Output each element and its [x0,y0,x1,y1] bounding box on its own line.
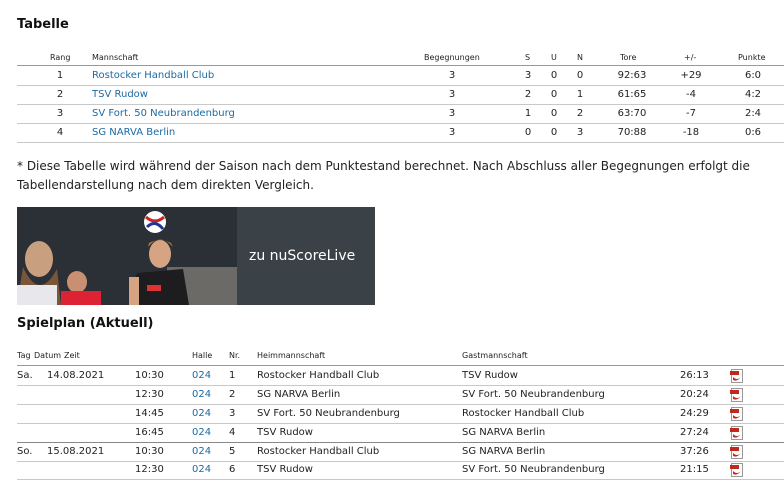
row-divider [17,142,784,143]
time: 12:30 [135,464,164,475]
pdf-report-icon[interactable] [730,388,744,402]
col-games: Begegnungen [424,53,480,62]
draws: 0 [550,127,558,138]
day: Sa. [17,370,33,381]
hall-link[interactable]: 024 [192,408,212,419]
rank: 2 [56,89,64,100]
table-note: * Diese Tabelle wird während der Saison nach dem Punktestand berechnet. Nach Abschluss aller Begegnungen erfolgt die Tabellendarstellung nach dem direkten Vergleich. [17,159,750,192]
result: 26:13 [680,370,709,381]
header-divider [17,365,784,366]
team-link[interactable]: SV Fort. 50 Neubrandenburg [92,108,235,119]
col-day: Tag [17,351,31,360]
wins: 2 [524,89,532,100]
result: 37:26 [680,446,709,457]
result: 24:29 [680,408,709,419]
games: 3 [448,89,456,100]
time: 10:30 [135,446,164,457]
row-divider [17,123,784,124]
col-team: Mannschaft [92,53,139,62]
home-team: Rostocker Handball Club [257,446,380,457]
draws: 0 [550,89,558,100]
team-link[interactable]: Rostocker Handball Club [92,70,215,81]
col-nr: Nr. [229,351,241,360]
games: 3 [448,127,456,138]
row-divider [17,423,784,424]
result: 27:24 [680,427,709,438]
team-link[interactable]: SG NARVA Berlin [92,127,176,138]
time: 12:30 [135,389,164,400]
diff: +29 [680,70,702,81]
losses: 1 [576,89,584,100]
game-number: 2 [229,389,236,400]
nuscorelive-banner[interactable] [17,207,375,305]
game-number: 3 [229,408,236,419]
col-home: Heimmannschaft [257,351,326,360]
handball-players-image [17,207,237,305]
losses: 0 [576,70,584,81]
pdf-report-icon[interactable] [730,445,744,459]
guest-team: SV Fort. 50 Neubrandenburg [462,464,605,475]
home-team: SG NARVA Berlin [257,389,341,400]
handball-photo [17,207,237,305]
row-divider [17,104,784,105]
col-u: U [551,53,557,62]
diff: -4 [686,89,696,100]
result: 20:24 [680,389,709,400]
row-divider [17,85,784,86]
points: 4:2 [744,89,762,100]
goals: 63:70 [617,108,647,119]
day-divider [17,442,784,443]
header-divider [17,65,784,66]
col-points: Punkte [738,53,766,62]
home-team: Rostocker Handball Club [257,370,380,381]
row-divider [17,385,784,386]
rank: 1 [56,70,64,81]
rank: 3 [56,108,64,119]
game-number: 4 [229,427,236,438]
draws: 0 [550,70,558,81]
home-team: SV Fort. 50 Neubrandenburg [257,408,400,419]
home-team: TSV Rudow [257,464,313,475]
date: 14.08.2021 [47,370,105,381]
rank: 4 [56,127,64,138]
col-rang: Rang [50,53,71,62]
guest-team: SV Fort. 50 Neubrandenburg [462,389,605,400]
day: So. [17,446,33,457]
hall-link[interactable]: 024 [192,370,212,381]
games: 3 [448,70,456,81]
points: 0:6 [744,127,762,138]
col-goals: Tore [620,53,637,62]
col-diff: +/- [684,53,697,62]
diff: -7 [686,108,696,119]
schedule-title: Spielplan (Aktuell) [17,316,154,331]
pdf-report-icon[interactable] [730,463,744,477]
time: 14:45 [135,408,164,419]
col-hall: Halle [192,351,213,360]
pdf-report-icon[interactable] [730,407,744,421]
banner-label: zu nuScoreLive [249,248,356,264]
col-time: Zeit [64,351,80,360]
goals: 70:88 [617,127,647,138]
hall-link[interactable]: 024 [192,427,212,438]
goals: 61:65 [617,89,647,100]
wins: 0 [524,127,532,138]
home-team: TSV Rudow [257,427,313,438]
game-number: 1 [229,370,236,381]
guest-team: SG NARVA Berlin [462,446,546,457]
hall-link[interactable]: 024 [192,464,212,475]
goals: 92:63 [617,70,647,81]
wins: 3 [524,70,532,81]
game-number: 6 [229,464,236,475]
hall-link[interactable]: 024 [192,446,212,457]
guest-team: TSV Rudow [462,370,518,381]
table-title: Tabelle [17,17,69,32]
losses: 3 [576,127,584,138]
wins: 1 [524,108,532,119]
time: 10:30 [135,370,164,381]
team-link[interactable]: TSV Rudow [92,89,148,100]
pdf-report-icon[interactable] [730,426,744,440]
draws: 0 [550,108,558,119]
col-s: S [525,53,531,62]
time: 16:45 [135,427,164,438]
diff: -18 [682,127,700,138]
date: 15.08.2021 [47,446,105,457]
game-number: 5 [229,446,236,457]
col-date: Datum [34,351,62,360]
points: 6:0 [744,70,762,81]
hall-link[interactable]: 024 [192,389,212,400]
losses: 2 [576,108,584,119]
guest-team: SG NARVA Berlin [462,427,546,438]
games: 3 [448,108,456,119]
guest-team: Rostocker Handball Club [462,408,585,419]
row-divider [17,479,784,480]
row-divider [17,404,784,405]
col-guest: Gastmannschaft [462,351,528,360]
result: 21:15 [680,464,709,475]
points: 2:4 [744,108,762,119]
row-divider [17,461,784,462]
pdf-report-icon[interactable] [730,369,744,383]
col-n: N [577,53,583,62]
